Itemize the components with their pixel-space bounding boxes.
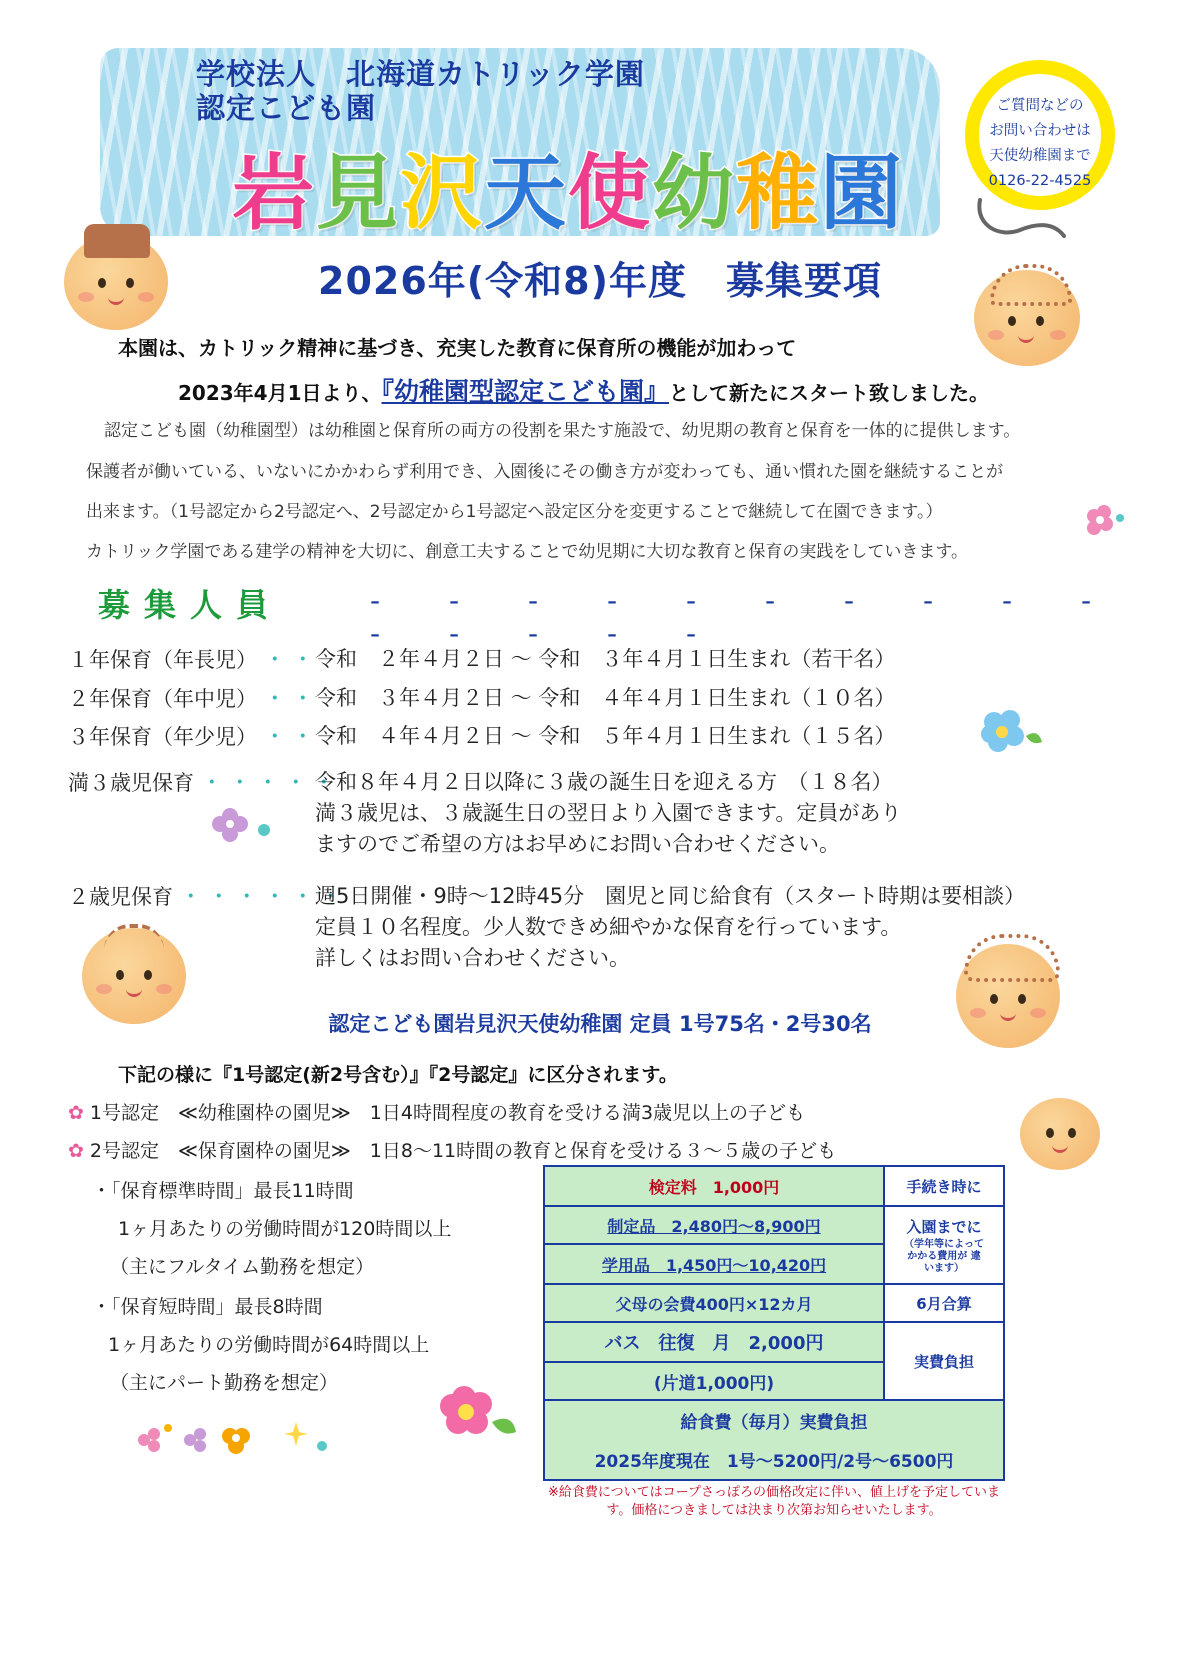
standard-hours-note: （主にフルタイム勤務を想定） <box>110 1256 375 1278</box>
bus-fee-one-way: (片道1,000円) <box>545 1363 885 1401</box>
lunch-fee-title: 給食費（毎月）実費負担 <box>545 1401 1003 1439</box>
recruit-dots: ・・・・・ <box>200 771 341 796</box>
recruit-detail: 令和 ４年４月２日 ～ 令和 ５年４月１日生まれ（１５名） <box>315 724 896 748</box>
section-title-recruit: 募集人員 <box>98 586 283 624</box>
lunch-fee-price: 2025年度現在 1号～5200円/2号～6500円 <box>545 1439 1003 1479</box>
cert-2-text: 2号認定 ≪保育園枠の園児≫ 1日8～11時間の教育と保育を受ける３～５歳の子ども <box>89 1140 837 1162</box>
contact-line3: 天使幼稚園まで <box>989 148 1091 164</box>
flower-icon <box>976 706 1048 758</box>
lunch-fee-note: ※給食費についてはコープさっぽろの価格改定に伴い、値上げを予定しています。価格につきましては決まり次第お知らせいたします。 <box>548 1485 1000 1518</box>
fee-table <box>543 1165 1005 1481</box>
recruit-detail: 令和 ３年４月２日 ～ 令和 ４年４月１日生まれ（１０名） <box>315 686 896 710</box>
intro-start-rest: として新たにスタート致しました。 <box>669 381 990 405</box>
child-face-illustration <box>1020 1098 1100 1170</box>
recruit-label: ２歳児保育 <box>68 885 173 909</box>
title-character: 稚 <box>736 146 819 241</box>
recruit-detail: 定員１０名程度。少人数できめ細やかな保育を行っています。 <box>315 915 902 939</box>
recruit-dots: ・・ <box>263 725 320 750</box>
recruit-label: ３年保育（年少児） <box>68 725 257 749</box>
before-entry-cell <box>885 1207 1003 1285</box>
bus-fee: バス 往復 月 2,000円 <box>545 1323 885 1363</box>
division-heading: 下記の様に『1号認定(新2号含む）』『2号認定』に区分されます。 <box>118 1064 678 1086</box>
flower-icon <box>440 1382 524 1444</box>
contact-bubble <box>965 60 1115 210</box>
exam-fee: 検定料 1,000円 <box>545 1167 885 1207</box>
title-character: 岩 <box>232 146 315 241</box>
cert-1-text: 1号認定 ≪幼稚園枠の園児≫ 1日4時間程度の教育を受ける満3歳児以上の子ども <box>89 1102 806 1124</box>
recruit-detail: 令和８年４月２日以降に３歳の誕生日を迎える方 （１８名） <box>315 770 893 794</box>
standard-hours-title: ・「保育標準時間」最長11時間 <box>92 1180 354 1202</box>
recruit-detail: 満３歳児は、３歳誕生日の翌日より入園できます。定員があり <box>315 801 902 825</box>
flower-icon <box>1080 502 1126 542</box>
intro-start-date: 2023年4月1日より、 <box>178 381 382 405</box>
org-name: 学校法人 北海道カトリック学園 <box>196 57 645 91</box>
bubble-tail <box>960 196 1070 246</box>
title-character: 園 <box>820 146 903 241</box>
uniform-fee: 制定品 2,480円～8,900円 <box>545 1207 885 1245</box>
parents-fee-timing: 6月合算 <box>885 1285 1003 1323</box>
recruit-row <box>68 880 348 911</box>
section-divider: - - - - - - - - - - - - - - - <box>370 584 1122 650</box>
recruit-row <box>68 766 341 797</box>
org-type: 認定こども園 <box>196 91 377 125</box>
flower-icon <box>130 1418 310 1458</box>
contact-line2: お問い合わせは <box>989 123 1091 139</box>
supplies-fee: 学用品 1,450円～10,420円 <box>545 1245 885 1285</box>
kindergarten-title <box>232 128 922 241</box>
recruit-dots: ・・・・・・ <box>179 885 348 910</box>
before-entry-note: （学年等によって かかる費用が 違います） <box>904 1238 984 1274</box>
flower-bullet-icon: ✿ <box>68 1102 84 1124</box>
actual-cost-label: 実費負担 <box>885 1323 1003 1401</box>
title-character: 沢 <box>400 146 483 241</box>
parents-fee: 父母の会費400円×12カ月 <box>545 1285 885 1323</box>
intro-paragraph: 認定こども園（幼稚園型）は幼稚園と保育所の両方の役割を果たす施設で、幼児期の教育と保育を一体的に提供します。 <box>104 421 1021 441</box>
recruit-detail: 週5日開催・9時～12時45分 園児と同じ給食有（スタート時期は要相談） <box>315 884 1026 908</box>
cert-2 <box>68 1136 836 1163</box>
cert-1 <box>68 1098 805 1125</box>
contact-line1: ご質問などの <box>996 98 1084 114</box>
recruit-label: 満３歳児保育 <box>68 771 194 795</box>
flower-bullet-icon: ✿ <box>68 1140 84 1162</box>
intro-paragraph: 保護者が働いている、いないにかかわらず利用でき、入園後にその働き方が変わっても、通い慣れた園を継続することが <box>86 462 1004 482</box>
capacity-line: 認定こども園岩見沢天使幼稚園 定員 1号75名・2号30名 <box>328 1012 872 1036</box>
recruit-row <box>68 720 320 751</box>
short-hours-note: （主にパート勤務を想定） <box>110 1372 339 1394</box>
recruit-label: １年保育（年長児） <box>68 648 257 672</box>
recruit-row <box>68 643 320 674</box>
sparkle-icon <box>300 1420 330 1454</box>
intro-lead: 本園は、カトリック精神に基づき、充実した教育に保育所の機能が加わって <box>118 336 797 360</box>
recruit-label: ２年保育（年中児） <box>68 687 257 711</box>
title-character: 見 <box>316 146 399 241</box>
intro-highlight: 『幼稚園型認定こども園』 <box>381 377 670 406</box>
title-character: 天 <box>484 146 567 241</box>
recruit-detail: ますのでご希望の方はお早めにお問い合わせください。 <box>315 832 840 856</box>
page-title: 2026年(令和8)年度 募集要項 <box>318 259 882 303</box>
title-character: 幼 <box>652 146 735 241</box>
standard-hours-detail: 1ヶ月あたりの労働時間が120時間以上 <box>118 1218 452 1240</box>
recruit-dots: ・・ <box>263 648 320 673</box>
intro-paragraph: カトリック学園である建学の精神を大切に、創意工夫することで幼児期に大切な教育と保育の実践をしていきます。 <box>86 542 968 562</box>
exam-fee-timing: 手続き時に <box>885 1167 1003 1207</box>
short-hours-title: ・「保育短時間」最長8時間 <box>92 1296 323 1318</box>
before-entry-label: 入園までに <box>906 1217 982 1236</box>
recruit-detail: 詳しくはお問い合わせください。 <box>315 946 630 970</box>
short-hours-detail: 1ヶ月あたりの労働時間が64時間以上 <box>108 1334 430 1356</box>
recruit-detail: 令和 ２年４月２日 ～ 令和 ３年４月１日生まれ（若干名） <box>315 647 896 671</box>
recruit-dots: ・・ <box>263 687 320 712</box>
intro-start <box>178 372 989 408</box>
intro-paragraph: 出来ます。（1号認定から2号認定へ、2号認定から1号認定へ設定区分を変更することで継続して在園できます。） <box>86 502 943 522</box>
title-character: 使 <box>568 146 651 241</box>
contact-phone: 0126-22-4525 <box>988 173 1092 189</box>
flower-icon <box>212 804 278 852</box>
recruit-row <box>68 682 320 713</box>
